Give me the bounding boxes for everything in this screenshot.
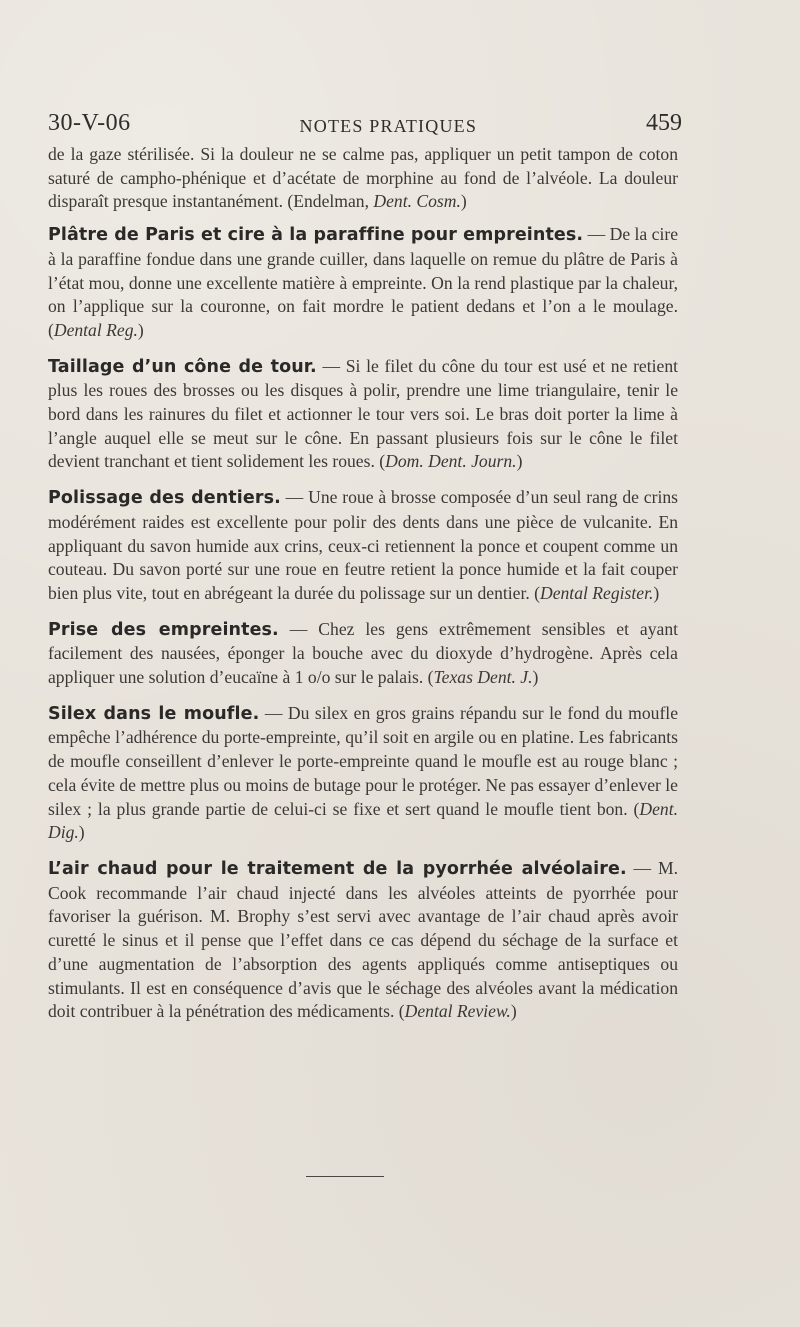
note-prise-empreintes: [48, 618, 678, 690]
heading-dash: —: [626, 857, 658, 878]
running-title: NOTES PRATIQUES: [299, 116, 478, 136]
citation-source: Dent. Cosm.: [373, 191, 461, 212]
citation-source: Dom. Dent. Journ.: [385, 451, 517, 472]
note-heading: Polissage des dentiers.: [48, 488, 281, 509]
page-header: [48, 103, 682, 137]
article-body: [48, 143, 678, 1036]
citation-close: ): [653, 582, 660, 603]
heading-dash: —: [278, 618, 319, 639]
paragraph-text: Chez les gens extrêmement sensibles et ayant facilement des nausées, éponger la bouche avec du dioxyde d’hydrogène. Après cela appliquer une solution d’eucaïne à 1 o/o sur le palais. (: [48, 618, 678, 688]
note-taillage-cone: [48, 355, 678, 475]
paragraph-text: M. Cook recommande l’air chaud injecté dans les alvéoles atteints de pyorrhée pour favoriser la guérison. M. Brophy s’est servi avec avantage de l’air chaud après avoir curetté le sinus et il pense que l’effet dans ce cas dépend du séchage de la surface et d’une augmentation de l’absorption des agents appliqués comme antiseptiques ou stimulants. Il est en conséquence d’avis que le séchage des alvéoles avant la médication doit contribuer à la pénétration des médicaments. (: [48, 857, 678, 1022]
paragraph-text: De la cire à la paraffine fondue dans une grande cuiller, dans laquelle on remue du plâtre de Paris à l’état mou, donne une excellente matière à empreinte. On la rend plastique par la chaleur, on l’applique sur la couronne, on fait mordre le patient dedans et l’on a le moulage. (: [48, 224, 679, 340]
citation-source: Dent. Dig.: [48, 798, 678, 843]
heading-dash: —: [316, 355, 346, 376]
page-number: 459: [645, 110, 682, 136]
paragraph-text: de la gaze stérilisée. Si la douleur ne se calme pas, appliquer un petit tampon de coton saturé de campho-phénique et d’acétate de morphine au fond de l’alvéole. La douleur disparaît presque instantanément. (Endelman,: [48, 144, 678, 212]
citation-close: ): [78, 822, 85, 843]
paragraph-text: Une roue à brosse composée d’un seul rang de crins modérément raides est excellente pour polir des dents dans une pièce de vulcanite. En appliquant du savon humide aux crins, ceux-ci retiennent la ponce et coupent comme un couteau. Du savon porté sur une roue en feutre retient la ponce humide et la fait couper bien plus vite, tout en abrégeant la durée du polissage sur un dentier. (: [48, 487, 679, 603]
note-polissage-dentiers: [48, 486, 678, 606]
note-silex-moufle: [48, 702, 678, 845]
section-end-rule: [306, 1176, 384, 1177]
citation-source: Dental Register.: [540, 582, 654, 603]
note-air-chaud: [48, 857, 678, 1024]
paragraph-text: Si le filet du cône du tour est usé et ne retient plus les roues des brosses ou les disques à polir, prendre une lime triangulaire, tenir le bord dans les rainures du filet et actionner le tour vers soi. Le bras doit porter la lime à l’angle auquel elle se meut sur le cône. En passant plusieurs fois sur le cône le filet devient tranchant et tient solidement les roues. (: [48, 355, 679, 472]
citation-close: ): [532, 667, 539, 688]
paragraph-text: Du silex en gros grains répandu sur le fond du moufle empêche l’adhérence du porte-empreinte, qu’il soit en argile ou en platine. Les fabricants de moufle conseillent d’enlever le porte-empreinte quand le moufle est au rouge blanc ; cela évite de mettre plus ou moins de butage pour le protéger. Ne pas essayer d’enlever le silex ; la plus grande partie de celui-ci se fixe et sert quand le moufle tient bon. (: [48, 702, 678, 819]
note-heading: Silex dans le moufle.: [48, 703, 260, 724]
paragraph-continuation: [48, 143, 678, 214]
citation-close: ): [460, 191, 467, 212]
citation-source: Dental Review.: [404, 1001, 511, 1022]
issue-date: 30-V-06: [48, 110, 131, 136]
heading-dash: —: [259, 702, 288, 723]
note-platre-de-paris: [48, 223, 678, 343]
citation-source: Texas Dent. J.: [433, 667, 533, 688]
note-heading: Plâtre de Paris et cire à la paraffine pour empreintes.: [48, 225, 584, 246]
citation-close: ): [516, 451, 523, 472]
heading-dash: —: [280, 487, 309, 508]
note-heading: L’air chaud pour le traitement de la pyorrhée alvéolaire.: [48, 858, 627, 879]
citation-source: Dental Reg.: [53, 319, 138, 340]
citation-close: ): [137, 319, 144, 340]
note-heading: Taillage d’un cône de tour.: [48, 356, 317, 377]
note-heading: Prise des empreintes.: [48, 619, 279, 640]
citation-close: ): [510, 1001, 517, 1022]
heading-dash: —: [583, 224, 610, 245]
